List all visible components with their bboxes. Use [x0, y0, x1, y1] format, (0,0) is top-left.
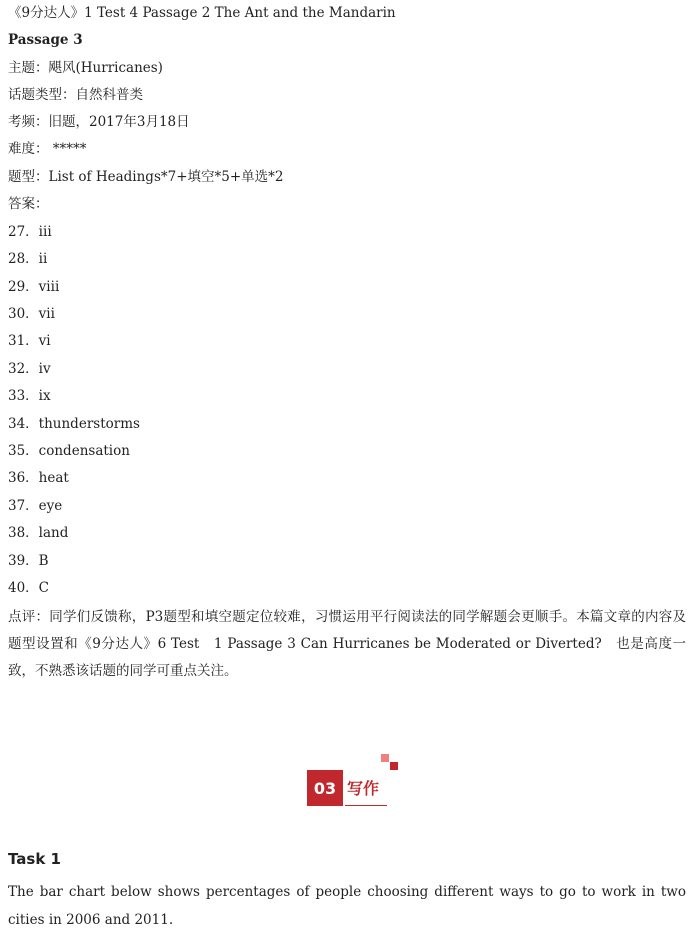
answer-item: 38．land: [8, 525, 69, 541]
answer-item: 31．vi: [8, 333, 51, 349]
answer-item: 27．iii: [8, 224, 52, 240]
answer-item: 36．heat: [8, 470, 69, 486]
answer-item: 34．thunderstorms: [8, 416, 140, 432]
answer-item: 37．eye: [8, 498, 63, 514]
difficulty-line: 难度： *****: [8, 141, 87, 157]
answer-item: 29．viii: [8, 279, 60, 295]
topic-line: 主题：飓风(Hurricanes): [8, 60, 163, 76]
question-types-line: 题型：List of Headings*7+填空*5+单选*2: [8, 169, 284, 185]
section-underline: [345, 805, 387, 806]
answer-item: 30．vii: [8, 306, 55, 322]
book-reference: 《9分达人》1 Test 4 Passage 2 The Ant and the Mandarin: [8, 5, 396, 21]
comment-paragraph: 点评：同学们反馈称，P3题型和填空题定位较难，习惯运用平行阅读法的同学解题会更顺手。本篇文章的内容及题型设置和《9分达人》6 Test 1 Passage 3 Can Hurricanes be Moderated or Diverted? 也是高度一致，不熟悉该话题的同学可重点关注。: [8, 609, 686, 679]
passage-heading: Passage 3: [8, 32, 83, 48]
decor-square: [381, 754, 389, 762]
section-number: 03: [307, 770, 343, 806]
answer-item: 32．iv: [8, 361, 51, 377]
answers-label: 答案：: [8, 196, 49, 212]
topic-type-line: 话题类型：自然科普类: [8, 87, 143, 103]
task-description: The bar chart below shows percentages of people choosing different ways to go to work in two cities in 2006 and 2011.: [8, 884, 686, 928]
answer-item: 35．condensation: [8, 443, 130, 459]
section-title: 写作: [347, 779, 380, 798]
answer-item: 33．ix: [8, 388, 51, 404]
section-header: [307, 752, 407, 812]
decor-square: [390, 762, 398, 770]
answer-item: 39．B: [8, 553, 49, 569]
frequency-line: 考频：旧题，2017年3月18日: [8, 114, 190, 130]
task-title: Task 1: [8, 850, 61, 868]
answer-item: 40．C: [8, 580, 50, 596]
answer-item: 28．ii: [8, 251, 48, 267]
